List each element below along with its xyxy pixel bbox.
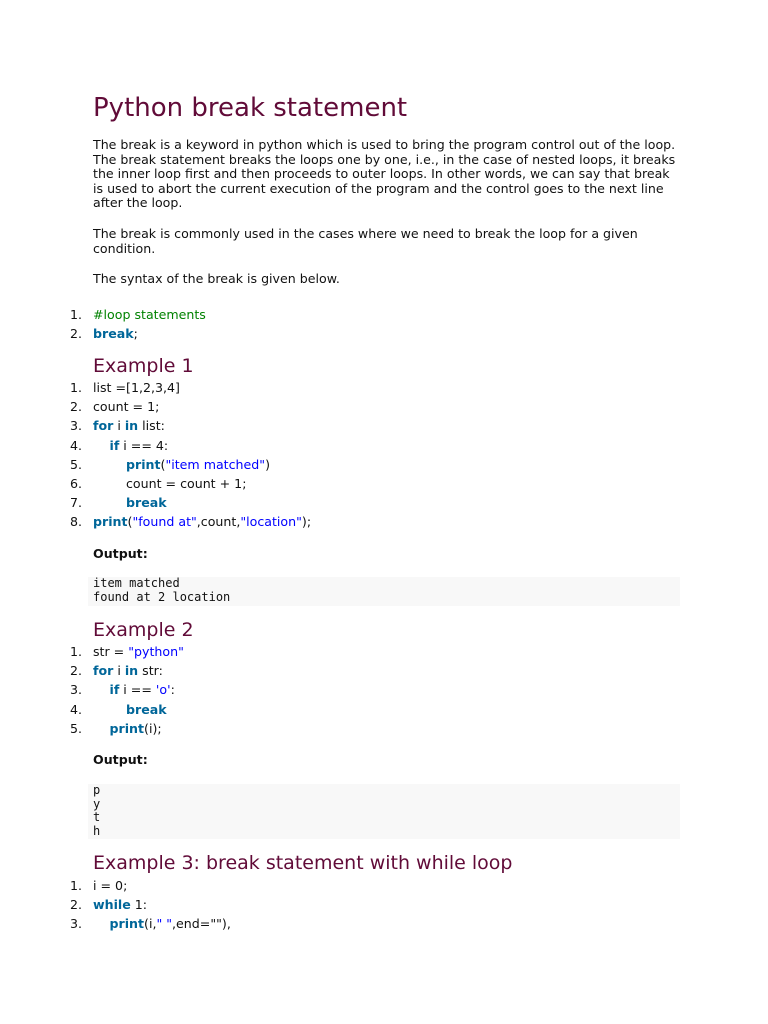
- code-token: ;: [133, 326, 138, 342]
- example-2-heading: Example 2: [93, 619, 194, 641]
- code-text: [93, 512, 311, 531]
- example-3-heading: Example 3: break statement with while loop: [93, 852, 513, 874]
- code-text: [93, 474, 246, 493]
- code-token: (: [127, 514, 133, 530]
- code-text: [93, 642, 184, 661]
- code-token: list:: [138, 418, 165, 434]
- code-text: [93, 436, 168, 455]
- intro-paragraph: The break is a keyword in python which is used to bring the program control out of the loop. The break statement breaks the loops one by one, i.e., in the case of nested loops, it breaks the inner loop first and then proceeds to outer loops. In other words, we can say that break is used to abort the current execution of the program and the control goes to the next line after the loop.: [93, 137, 676, 210]
- code-keyword: break: [93, 326, 134, 342]
- code-text: [93, 416, 165, 435]
- line-number: 1.: [69, 380, 82, 395]
- code-string: "location": [240, 514, 302, 530]
- code-string: 'o': [155, 682, 171, 698]
- code-token: );: [301, 514, 312, 530]
- line-number: 8.: [69, 514, 82, 530]
- code-string: "found at": [132, 514, 197, 530]
- code-keyword: in: [124, 418, 139, 434]
- line-number: 2.: [69, 326, 82, 342]
- code-token: (i);: [144, 720, 162, 736]
- line-number: 3.: [69, 418, 82, 434]
- code-token: i: [113, 663, 125, 679]
- example-2-output-block: p y t h: [88, 784, 680, 839]
- code-token: count = 1;: [93, 399, 160, 415]
- code-token: i: [113, 418, 125, 434]
- code-text: [93, 324, 138, 343]
- line-number: 7.: [69, 495, 82, 511]
- usage-paragraph: The break is commonly used in the cases where we need to break the loop for a given condition.: [93, 226, 638, 256]
- code-token: i ==: [119, 682, 156, 698]
- code-keyword: print: [126, 456, 161, 472]
- code-text: [93, 493, 167, 512]
- code-keyword: print: [109, 916, 145, 932]
- code-text: [93, 719, 162, 738]
- line-number: 4.: [69, 437, 82, 453]
- code-token: i = 0;: [93, 878, 128, 893]
- code-text: [93, 661, 163, 680]
- code-text: [93, 305, 206, 324]
- code-token: str:: [138, 663, 163, 679]
- code-text: [93, 455, 270, 474]
- example-1-heading: Example 1: [93, 355, 194, 377]
- code-token: :: [170, 682, 175, 698]
- line-number: 3.: [69, 682, 82, 698]
- code-text: [93, 914, 231, 933]
- code-token: list =[1,2,3,4]: [93, 380, 180, 395]
- code-token: ,count,: [196, 514, 241, 530]
- example-1-output-label: Output:: [93, 546, 148, 561]
- code-token: i == 4:: [119, 437, 169, 453]
- code-keyword: for: [93, 663, 114, 679]
- page-title: Python break statement: [93, 93, 408, 123]
- code-text: [93, 876, 127, 895]
- line-number: 4.: [69, 701, 82, 717]
- code-token: str =: [93, 644, 129, 659]
- code-string: "python": [128, 644, 184, 659]
- code-token: 1:: [130, 897, 148, 913]
- code-text: [93, 680, 175, 699]
- code-token: (i,: [144, 916, 157, 932]
- line-number: 1.: [69, 307, 82, 322]
- code-string: " ": [156, 916, 173, 932]
- code-token: count = count + 1;: [126, 475, 247, 491]
- example-1-output-block: item matched found at 2 location: [88, 577, 680, 606]
- line-number: 3.: [69, 916, 82, 932]
- code-text: [93, 378, 180, 397]
- code-token: ,end=""),: [172, 916, 231, 932]
- line-number: 2.: [69, 897, 82, 913]
- line-number: 5.: [69, 456, 82, 472]
- code-keyword: break: [126, 495, 167, 511]
- code-keyword: if: [109, 682, 120, 698]
- example-2-output-label: Output:: [93, 752, 148, 767]
- line-number: 1.: [69, 878, 82, 893]
- code-token: (: [160, 456, 166, 472]
- code-keyword: while: [93, 897, 131, 913]
- code-keyword: print: [93, 514, 128, 530]
- code-keyword: break: [126, 701, 167, 717]
- line-number: 5.: [69, 720, 82, 736]
- code-keyword: in: [124, 663, 139, 679]
- syntax-intro-paragraph: The syntax of the break is given below.: [93, 271, 340, 286]
- code-token: ): [265, 456, 270, 472]
- code-comment: #loop statements: [93, 307, 206, 322]
- code-keyword: if: [109, 437, 120, 453]
- code-text: [93, 700, 167, 719]
- code-text: [93, 397, 159, 416]
- code-text: [93, 895, 147, 914]
- line-number: 2.: [69, 399, 82, 415]
- code-keyword: print: [109, 720, 145, 736]
- code-string: "item matched": [165, 456, 266, 472]
- line-number: 1.: [69, 644, 82, 659]
- line-number: 2.: [69, 663, 82, 679]
- code-keyword: for: [93, 418, 114, 434]
- line-number: 6.: [69, 475, 82, 491]
